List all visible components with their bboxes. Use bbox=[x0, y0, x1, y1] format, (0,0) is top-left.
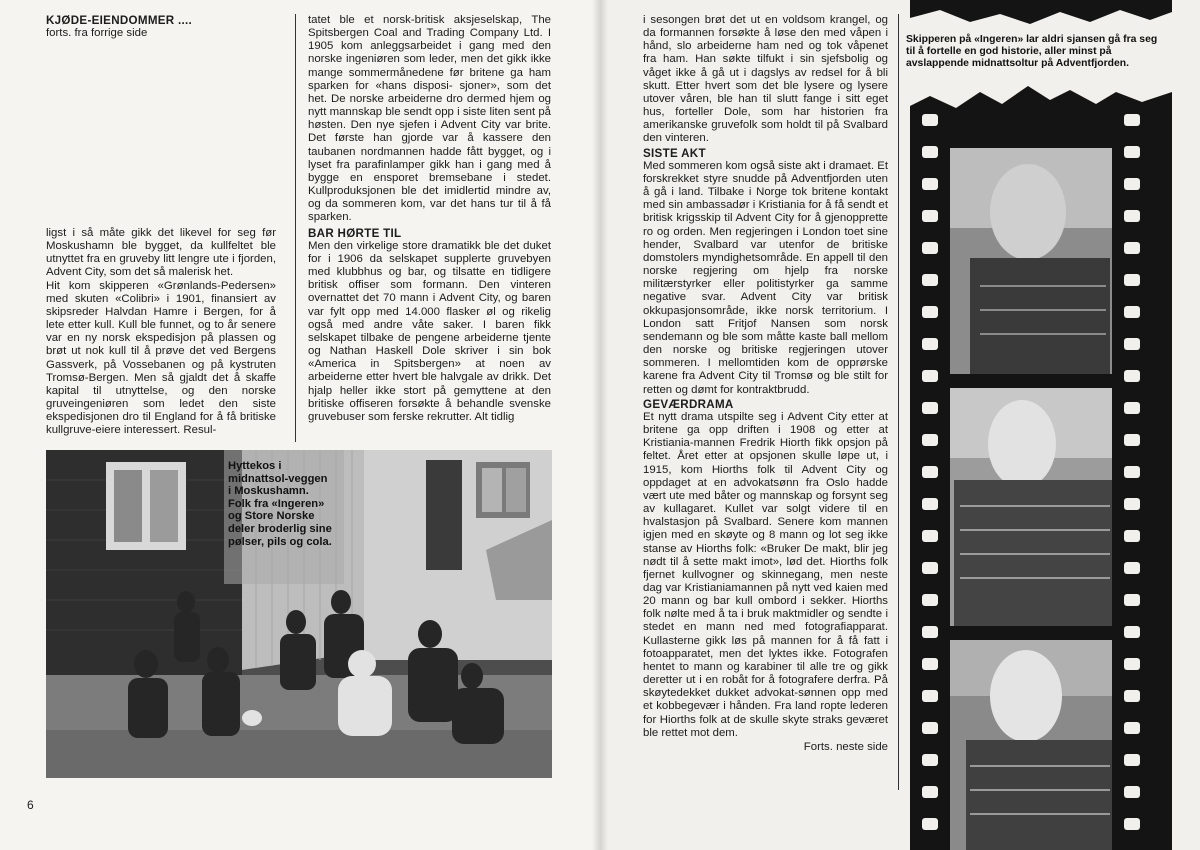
film-strip bbox=[910, 0, 1172, 850]
column-1-text: ligst i så måte gikk det likevel for seg før Moskushamn ble bygget, da kullfeltet ble utnyttet fra en gruveby litt lengre ute i fjorden, Advent City, som det så malerisk het. Hit kom skipperen «Grønlands-Pedersen» med skuten «Colibri» i 1901, finansiert av skipsreder Halvdan Hamre i Bergen, for å lete etter kull. Kull ble funnet, og to år senere var en ny norsk ekspedisjon på plassen og brøt ut nok kull til å prøve det ved Bergens Gassverk, på Vossebanen og på kystruten Tromsø-Bergen. Men så gjaldt det å skaffe kapital til utnyttelse, og den norske gruveingeniøren som ledet den siste ekspedisjonen dro til England for å få britiske kullgruve-eiere interessert. Resul- bbox=[46, 227, 276, 437]
section-heading-bar: BAR HØRTE TIL bbox=[308, 226, 402, 240]
column-2-paragraph-1: tatet ble et norsk-britisk aksjeselskap, The Spitsbergen Coal and Trading Company Ltd. I 1905 kom anleggsarbeidet i gang med den norske ingeniøren som leder, men det gikk ikke mange sommermånedene før britene ga ham sparken for «hans disposi- sjoner», som det het. De norske arbeiderne dro dermed hjem og nytt mannskap ble sendt opp i siste liten sent på høsten. Den nye sjefen i Advent City var brite. Det første han gjorde var å kassere den taubanen nordmannen hadde fått bygget, og i lyset fra parafinlamper gikk han i gang med å bygge en ensporet bremsebane i stedet. Kullproduksjonen ble det imidlertid mindre av, og da sommeren kom, var det hans tur til å få sparken. bbox=[308, 14, 551, 224]
column-3-paragraph-2: Med sommeren kom også siste akt i dramaet. Et forskrekket styre snudde på Adventfjorden uten å gå i land. Tilbake i Norge tok britene kontakt med sin ambassadør i Kristiania for å få sendt et britisk krigsskip til Advent City for å gjenopprette ro og orden. Men regjeringen i London toet sine hender, Svalbard var utenfor de britiske domstolers myndighetsområde. En appell til den norske regjering om hjelp fra norske militærstyrker eller politistyrker ga samme negative svar. Advent City var britisk okkupasjonsområde, ikke norsk territorium. I London satt Fritjof Nansen som norsk sendemann og ble som måtte kaste ball mellom den norske og britiske regjeringen utover sommeren. I mellomtiden kom de opprørske karene fra Advent City til Tromsø og ble stilt for retten og dømt for kontraktbrudd. bbox=[643, 159, 888, 396]
article-column-1-body bbox=[46, 227, 276, 438]
column-3-paragraph-3: Et nytt drama utspilte seg i Advent City etter at britene ga opp driften i 1908 og etter at Kristiania-mannen Fredrik Hiorth fikk opsjon på feltet. Året etter at opsjonen skulle løpe ut, i 1915, kom Hiorths folk til Advent City og oppdaget at en advokatsønn fra Oslo hadde vært ute med båter og mannskap og forsynt seg av kullagaret. Kullet var solgt videre til en hvalstasjon på Svalbard. Senere kom mannen igjen med en skøyte og 8 mann og lot seg ikke stanse av Hiorths folk: «Bruker De makt, blir jeg nødt til å sette makt imot», lød det. Hiorths folk fjernet kullvogner og skinnegang, men neste dag var Kristianiamannen på nytt ved kaien med 20 mann og bar kull ombord i sekker. Hiorths folk nølte med å ta i bruk maktmidler og sendte i stedet en mann ned med fotografiapparat. Kullasterne gikk løs på mannen for å få fatt i fotoapparatet, men det lyktes ikke. Fotografen hentet to mann og karabiner til alle tre og gikk deretter ut i en robåt for å fotografere derfra. På skøytedekket dukket advokat-sønnen opp med et kobbegevær i hånden. Fra land ropte lederen for Hiorths folk at de skulle skyte straks geværet ble rettet mot dem. bbox=[643, 410, 888, 739]
continued-next-page: Forts. neste side bbox=[803, 740, 888, 753]
section-heading-kjode: KJØDE-EIENDOMMER .... bbox=[46, 14, 193, 27]
article-column-2 bbox=[308, 14, 551, 424]
column-3-paragraph-1: i sesongen brøt det ut en voldsom krangel, og da formannen forsøkte å løse den med våpen i hånd, slo arbeiderne ham ned og tok våpenet fra ham. Han søkte tilfukt i sin sjefsbolig og våget ikke å gå ut i dagslys av redsel for å bli skutt. Etter hvert som det ble lysere og lysere utover våren, ble han til slutt fange i sitt eget hus, forteller Dole, som har historien fra amerikanske gruvefolk som holdt til på Svalbard den vinteren. bbox=[643, 14, 888, 145]
photo-caption: Hyttekos i midnattsol-veggen i Moskushamn. Folk fra «Ingeren» og Store Norske deler broderlig sine pølser, pils og cola. bbox=[228, 460, 332, 548]
article-column-1 bbox=[46, 14, 276, 40]
right-column-divider bbox=[898, 14, 899, 790]
column-divider bbox=[295, 14, 296, 442]
section-heading-siste-akt: SISTE AKT bbox=[643, 146, 706, 160]
page-gutter bbox=[592, 0, 608, 850]
continued-note: forts. fra forrige side bbox=[46, 27, 148, 40]
page-number: 6 bbox=[27, 798, 34, 812]
section-heading-gevaerdrama: GEVÆRDRAMA bbox=[643, 397, 734, 411]
article-column-3 bbox=[643, 14, 888, 754]
film-strip-caption: Skipperen på «Ingeren» lar aldri sjansen gå fra seg til å fortelle en god historie, aller minst på avslappende midnattsoltur på Adventfjorden. bbox=[906, 34, 1158, 70]
column-2-paragraph-2: Men den virkelige store dramatikk ble det duket for i 1906 da selskapet supplerte gruvebyen med klubbhus og bar, og tilsatte en tidligere britisk offiser som formann. Den vinteren overnattet det 70 mann i Advent City, og baren var fylt opp med 14.000 flasker øl og rikelig også med andre våte saker. I baren fikk selskapet tilbake de pengene arbeiderne tjente og Nathan Haskell Dole skriver i sin bok «America in Spitsbergen» at noen av arbeiderne etter hvert ble halvgale av drikk. Det hjalp heller ikke stort på gemyttene at den britiske offiseren forsøkte å behandle svenske gruvebuser som ferske rekrutter. Alt tidlig bbox=[308, 239, 551, 423]
